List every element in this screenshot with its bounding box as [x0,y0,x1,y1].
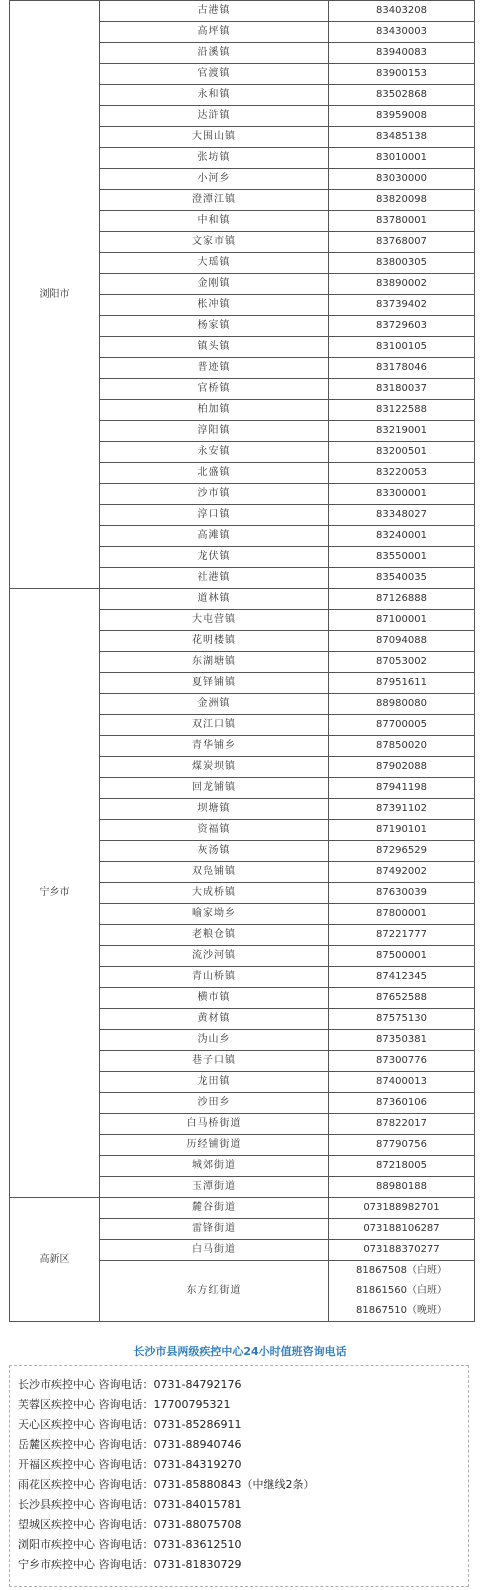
table-row [10,1198,475,1219]
town-name: 柏加镇 [100,400,329,421]
phone-number: 87391102 [329,799,475,820]
town-name: 永安镇 [100,442,329,463]
town-name: 龙伏镇 [100,547,329,568]
phone-number: 87296529 [329,841,475,862]
phone-number: 83220053 [329,463,475,484]
phone-line: 81867510（晚班） [356,1305,447,1316]
phone-number: 83030000 [329,169,475,190]
phone-number: 87053002 [329,652,475,673]
phone-number: 83300001 [329,484,475,505]
phone-number: 83820098 [329,190,475,211]
phone-number: 83010001 [329,148,475,169]
town-name: 夏铎铺镇 [100,673,329,694]
phone-number: 87221777 [329,925,475,946]
town-name: 古港镇 [100,1,329,22]
region-name: 高新区 [10,1198,100,1322]
phone-number: 83940083 [329,43,475,64]
phone-number: 83800305 [329,253,475,274]
town-name: 麓谷街道 [100,1198,329,1219]
table-row [10,1,475,22]
town-name: 沩山乡 [100,1030,329,1051]
town-name: 巷子口镇 [100,1051,329,1072]
hotline-line: 长沙市疾控中心 咨询电话：0731-84792176 [18,1378,242,1391]
phone-number: 83403208 [329,1,475,22]
phone-number: 83729603 [329,316,475,337]
town-name: 东湖塘镇 [100,652,329,673]
phone-number: 83240001 [329,526,475,547]
phone-number: 83550001 [329,547,475,568]
town-name: 中和镇 [100,211,329,232]
town-name: 沿溪镇 [100,43,329,64]
town-name: 青山桥镇 [100,967,329,988]
hotline-line: 雨花区疾控中心 咨询电话：0731-85880843（中继线2条） [18,1478,315,1491]
phone-number: 83485138 [329,127,475,148]
phone-number: 83502868 [329,85,475,106]
phone-number: 83768007 [329,232,475,253]
phone-number: 87190101 [329,820,475,841]
town-name: 高滩镇 [100,526,329,547]
town-name: 社港镇 [100,568,329,589]
town-name: 双江口镇 [100,715,329,736]
town-name: 道林镇 [100,589,329,610]
phone-number: 83430003 [329,22,475,43]
phone-number: 83122588 [329,400,475,421]
town-name: 喻家坳乡 [100,904,329,925]
town-name: 张坊镇 [100,148,329,169]
town-name: 老粮仓镇 [100,925,329,946]
phone-line: 81861560（白班） [356,1285,447,1296]
town-name: 资福镇 [100,820,329,841]
phone-number: 87100001 [329,610,475,631]
town-name: 沙田乡 [100,1093,329,1114]
town-name: 金洲镇 [100,694,329,715]
region-name: 宁乡市 [10,589,100,1198]
phone-number: 83200501 [329,442,475,463]
town-name: 沙市镇 [100,484,329,505]
town-name: 双凫铺镇 [100,862,329,883]
phone-number: 87902088 [329,757,475,778]
phone-number: 88980188 [329,1177,475,1198]
hotline-line: 望城区疾控中心 咨询电话：0731-88075708 [18,1518,242,1531]
phone-number: 87350381 [329,1030,475,1051]
town-name: 杨家镇 [100,316,329,337]
town-name: 花明楼镇 [100,631,329,652]
phone-number: 83890002 [329,274,475,295]
phone-number: 83739402 [329,295,475,316]
phone-number: 87094088 [329,631,475,652]
town-name: 普迹镇 [100,358,329,379]
town-name: 文家市镇 [100,232,329,253]
town-name: 大围山镇 [100,127,329,148]
hotline-title: 长沙市县两级疾控中心24小时值班咨询电话 [133,1345,347,1358]
phone-number: 87951611 [329,673,475,694]
town-name: 淳口镇 [100,505,329,526]
town-name: 大瑶镇 [100,253,329,274]
town-name: 城郊街道 [100,1156,329,1177]
phone-number: 83178046 [329,358,475,379]
region-name: 浏阳市 [10,1,100,589]
town-name: 玉潭街道 [100,1177,329,1198]
phone-number: 87941198 [329,778,475,799]
town-name: 官桥镇 [100,379,329,400]
phone-number: 87300776 [329,1051,475,1072]
phone-number: 83959008 [329,106,475,127]
town-name: 金刚镇 [100,274,329,295]
town-name: 雷锋街道 [100,1219,329,1240]
hotline-line: 岳麓区疾控中心 咨询电话：0731-88940746 [18,1438,242,1451]
town-name: 龙田镇 [100,1072,329,1093]
town-name: 北盛镇 [100,463,329,484]
phone-number: 87126888 [329,589,475,610]
town-name: 灰汤镇 [100,841,329,862]
phone-number: 87652588 [329,988,475,1009]
town-name: 官渡镇 [100,64,329,85]
phone-number: 87800001 [329,904,475,925]
phone-number: 83348027 [329,505,475,526]
hotline-line: 芙蓉区疾控中心 咨询电话：17700795321 [18,1398,231,1411]
phone-line: 81867508（白班） [356,1265,447,1276]
phone-number: 87575130 [329,1009,475,1030]
town-name: 青华铺乡 [100,736,329,757]
town-name: 高坪镇 [100,22,329,43]
phone-number: 87822017 [329,1114,475,1135]
phone-number: 87790756 [329,1135,475,1156]
town-name: 白马桥街道 [100,1114,329,1135]
town-name: 镇头镇 [100,337,329,358]
phone-number: 83540035 [329,568,475,589]
phone-number: 83219001 [329,421,475,442]
phone-number: 83780001 [329,211,475,232]
phone-number: 87400013 [329,1072,475,1093]
phone-number: 87700005 [329,715,475,736]
town-name: 流沙河镇 [100,946,329,967]
phone-number: 87630039 [329,883,475,904]
phone-number [329,1261,475,1322]
contact-table [9,0,475,1322]
town-name: 淳阳镇 [100,421,329,442]
phone-number: 073188982701 [329,1198,475,1219]
hotline-line: 长沙县疾控中心 咨询电话：0731-84015781 [18,1498,242,1511]
contact-table-body [10,1,475,1322]
town-name: 东方红街道 [100,1261,329,1322]
phone-number: 83100105 [329,337,475,358]
town-name: 历经铺街道 [100,1135,329,1156]
phone-number: 87850020 [329,736,475,757]
hotline-line: 宁乡市疾控中心 咨询电话：0731-81830729 [18,1558,242,1571]
town-name: 横市镇 [100,988,329,1009]
phone-number: 073188370277 [329,1240,475,1261]
town-name: 回龙铺镇 [100,778,329,799]
table-row [10,589,475,610]
phone-number: 83900153 [329,64,475,85]
phone-number: 87492002 [329,862,475,883]
town-name: 澄潭江镇 [100,190,329,211]
phone-number: 87360106 [329,1093,475,1114]
town-name: 大成桥镇 [100,883,329,904]
town-name: 大屯营镇 [100,610,329,631]
hotline-line: 天心区疾控中心 咨询电话：0731-85286911 [18,1418,242,1431]
town-name: 煤炭坝镇 [100,757,329,778]
phone-number: 83180037 [329,379,475,400]
phone-number: 87218005 [329,1156,475,1177]
town-name: 小河乡 [100,169,329,190]
hotline-line: 开福区疾控中心 咨询电话：0731-84319270 [18,1458,242,1471]
phone-number: 87500001 [329,946,475,967]
town-name: 白马街道 [100,1240,329,1261]
hotline-line: 浏阳市疾控中心 咨询电话：0731-83612510 [18,1538,242,1551]
town-name: 坝塘镇 [100,799,329,820]
hotline-panel [9,1365,469,1587]
phone-number: 88980080 [329,694,475,715]
phone-number: 87412345 [329,967,475,988]
town-name: 达浒镇 [100,106,329,127]
town-name: 黄材镇 [100,1009,329,1030]
town-name: 枨冲镇 [100,295,329,316]
town-name: 永和镇 [100,85,329,106]
phone-number: 073188106287 [329,1219,475,1240]
